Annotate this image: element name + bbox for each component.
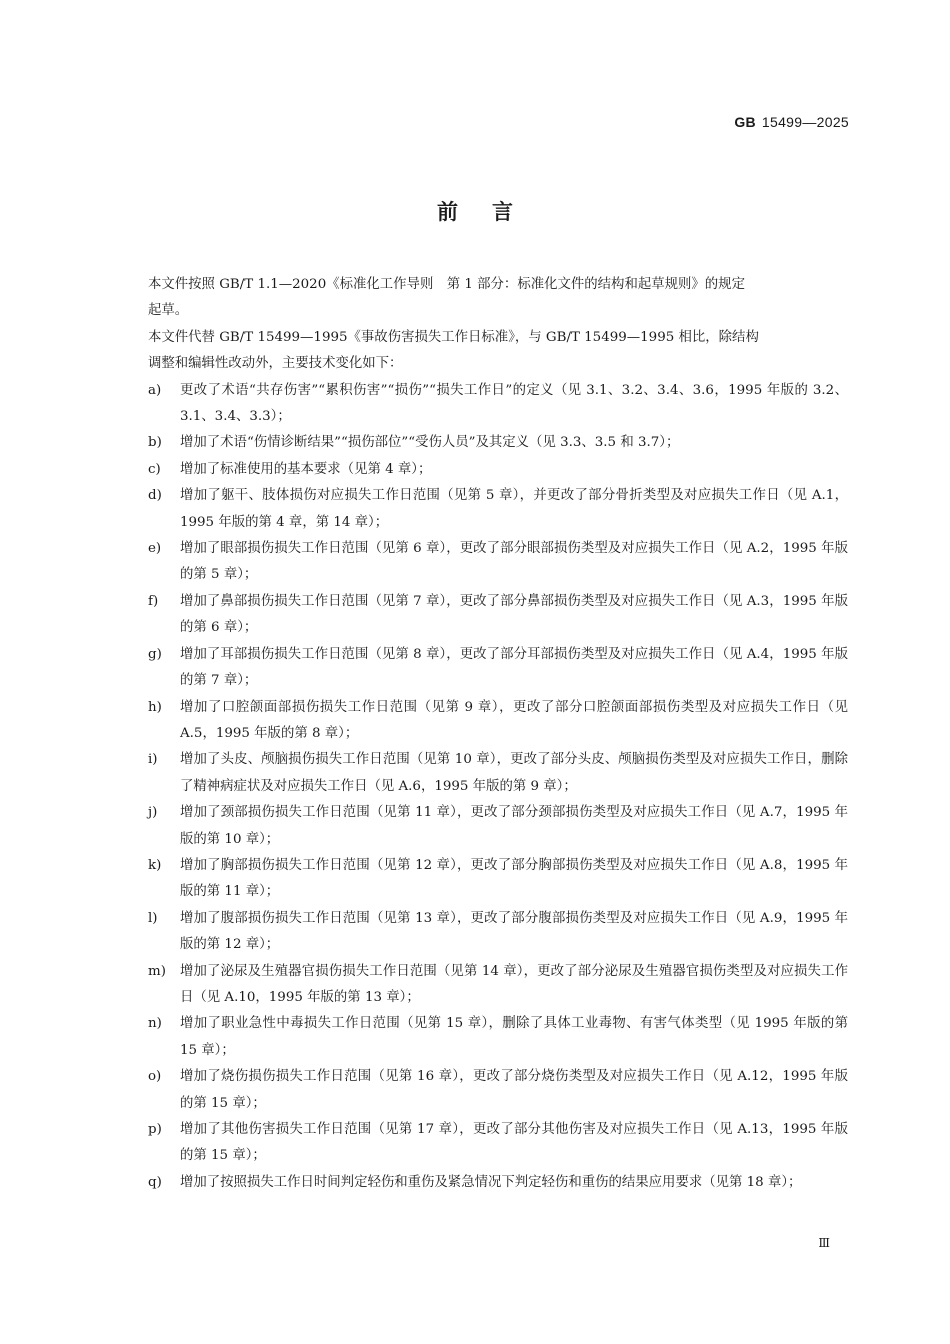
list-item-marker: b) (148, 435, 162, 451)
list-item-text: 增加了头皮、颅脑损伤损失工作日范围（见第 10 章），更改了部分头皮、颅脑损伤类型及对应损失工作日，删除了精神病症状及对应损失工作日（见 A.6，1995 年版的第 9 章）； (180, 752, 848, 794)
list-item (148, 695, 848, 748)
paragraph-line: 本文件按照 GB/T 1.1—2020《标准化工作导则 第 1 部分：标准化文件的结构和起草规则》的规定 (148, 277, 745, 292)
standard-prefix: GB (734, 114, 756, 130)
list-item (148, 589, 848, 642)
list-item-text: 增加了鼻部损伤损失工作日范围（见第 7 章），更改了部分鼻部损伤类型及对应损失工作日（见 A.3，1995 年版的第 6 章）； (180, 593, 848, 636)
list-item-text: 增加了胸部损伤损失工作日范围（见第 12 章），更改了部分胸部损伤类型及对应损失工作日（见 A.8，1995 年版的第 11 章）； (180, 857, 848, 900)
list-item-marker: i) (148, 752, 158, 768)
list-item-marker: p) (148, 1122, 162, 1137)
list-item-marker: m) (148, 963, 166, 979)
list-item-text: 增加了颈部损伤损失工作日范围（见第 11 章），更改了部分颈部损伤类型及对应损失工作日（见 A.7，1995 年版的第 10 章）； (180, 805, 848, 847)
standard-number: 15499—2025 (761, 114, 849, 130)
list-item-text: 增加了口腔颌面部损伤损失工作日范围（见第 9 章），更改了部分口腔颌面部损伤类型及对应损失工作日（见 A.5，1995 年版的第 8 章）； (180, 699, 848, 741)
intro-paragraph-2 (148, 325, 848, 378)
list-item-marker: e) (148, 541, 162, 557)
list-item-marker: j) (148, 805, 158, 821)
document-body (148, 272, 848, 1196)
page-number: Ⅲ (818, 1236, 830, 1250)
list-item-marker: g) (148, 646, 162, 662)
list-item-text: 增加了烧伤损伤损失工作日范围（见第 16 章），更改了部分烧伤类型及对应损失工作日（见 A.12，1995 年版的第 15 章）； (180, 1069, 848, 1111)
list-item-text: 增加了按照损失工作日时间判定轻伤和重伤及紧急情况下判定轻伤和重伤的结果应用要求（见第 18 章）； (180, 1174, 802, 1190)
list-item-marker: f) (148, 593, 159, 609)
list-item (148, 1064, 848, 1117)
list-item-text: 增加了标准使用的基本要求（见第 4 章）； (180, 461, 432, 477)
list-item-marker: a) (148, 382, 162, 398)
list-item (148, 378, 848, 431)
list-item (148, 800, 848, 853)
list-item-text: 更改了术语“共存伤害”“累积伤害”“损伤”“损失工作日”的定义（见 3.1、3.2、3.4、3.6，1995 年版的 3.2、3.1、3.4、3.3）； (180, 382, 848, 425)
list-item (148, 747, 848, 800)
list-item (148, 1170, 848, 1196)
intro-paragraph-1 (148, 272, 848, 325)
list-item-text: 增加了耳部损伤损失工作日范围（见第 8 章），更改了部分耳部损伤类型及对应损失工作日（见 A.4，1995 年版的第 7 章）； (180, 646, 848, 689)
list-item (148, 642, 848, 695)
list-item-text: 增加了躯干、肢体损伤对应损失工作日范围（见第 5 章），并更改了部分骨折类型及对应损失工作日（见 A.1，1995 年版的第 4 章，第 14 章）； (180, 488, 848, 530)
list-item (148, 1117, 848, 1170)
paragraph-line: 起草。 (148, 303, 189, 319)
list-item (148, 959, 848, 1012)
list-item (148, 536, 848, 589)
list-item-text: 增加了术语“伤情诊断结果”“损伤部位”“受伤人员”及其定义（见 3.3、3.5 和 3.7）； (180, 435, 680, 451)
page-header (734, 114, 849, 130)
list-item (148, 483, 848, 536)
list-item (148, 906, 848, 959)
list-item-marker: l) (148, 910, 158, 926)
list-item (148, 853, 848, 906)
list-item-marker: o) (148, 1069, 162, 1085)
list-item-marker: h) (148, 699, 162, 715)
list-item-text: 增加了眼部损伤损失工作日范围（见第 6 章），更改了部分眼部损伤类型及对应损失工作日（见 A.2，1995 年版的第 5 章）； (180, 541, 848, 583)
list-item-marker: d) (148, 488, 162, 504)
list-item (148, 457, 848, 483)
list-item (148, 430, 848, 456)
list-item-text: 增加了职业急性中毒损失工作日范围（见第 15 章），删除了具体工业毒物、有害气体类型（见 1995 年版的第 15 章）； (180, 1016, 848, 1058)
list-item-marker: n) (148, 1016, 162, 1032)
paragraph-line: 本文件代替 GB/T 15499—1995《事故伤害损失工作日标准》，与 GB/T 15499—1995 相比，除结构 (148, 329, 759, 345)
list-item-text: 增加了腹部损伤损失工作日范围（见第 13 章），更改了部分腹部损伤类型及对应损失工作日（见 A.9，1995 年版的第 12 章）； (180, 910, 848, 953)
page-title: 前言 (437, 200, 547, 224)
list-item-marker: c) (148, 461, 161, 477)
change-list (148, 378, 848, 1197)
list-item (148, 1011, 848, 1064)
list-item-text: 增加了泌尿及生殖器官损伤损失工作日范围（见第 14 章），更改了部分泌尿及生殖器官损伤类型及对应损失工作日（见 A.10，1995 年版的第 13 章）； (180, 963, 848, 1005)
list-item-text: 增加了其他伤害损失工作日范围（见第 17 章），更改了部分其他伤害及对应损失工作日（见 A.13，1995 年版的第 15 章）； (180, 1122, 848, 1164)
list-item-marker: q) (148, 1174, 162, 1190)
list-item-marker: k) (148, 857, 162, 873)
paragraph-line: 调整和编辑性改动外，主要技术变化如下： (148, 356, 403, 372)
